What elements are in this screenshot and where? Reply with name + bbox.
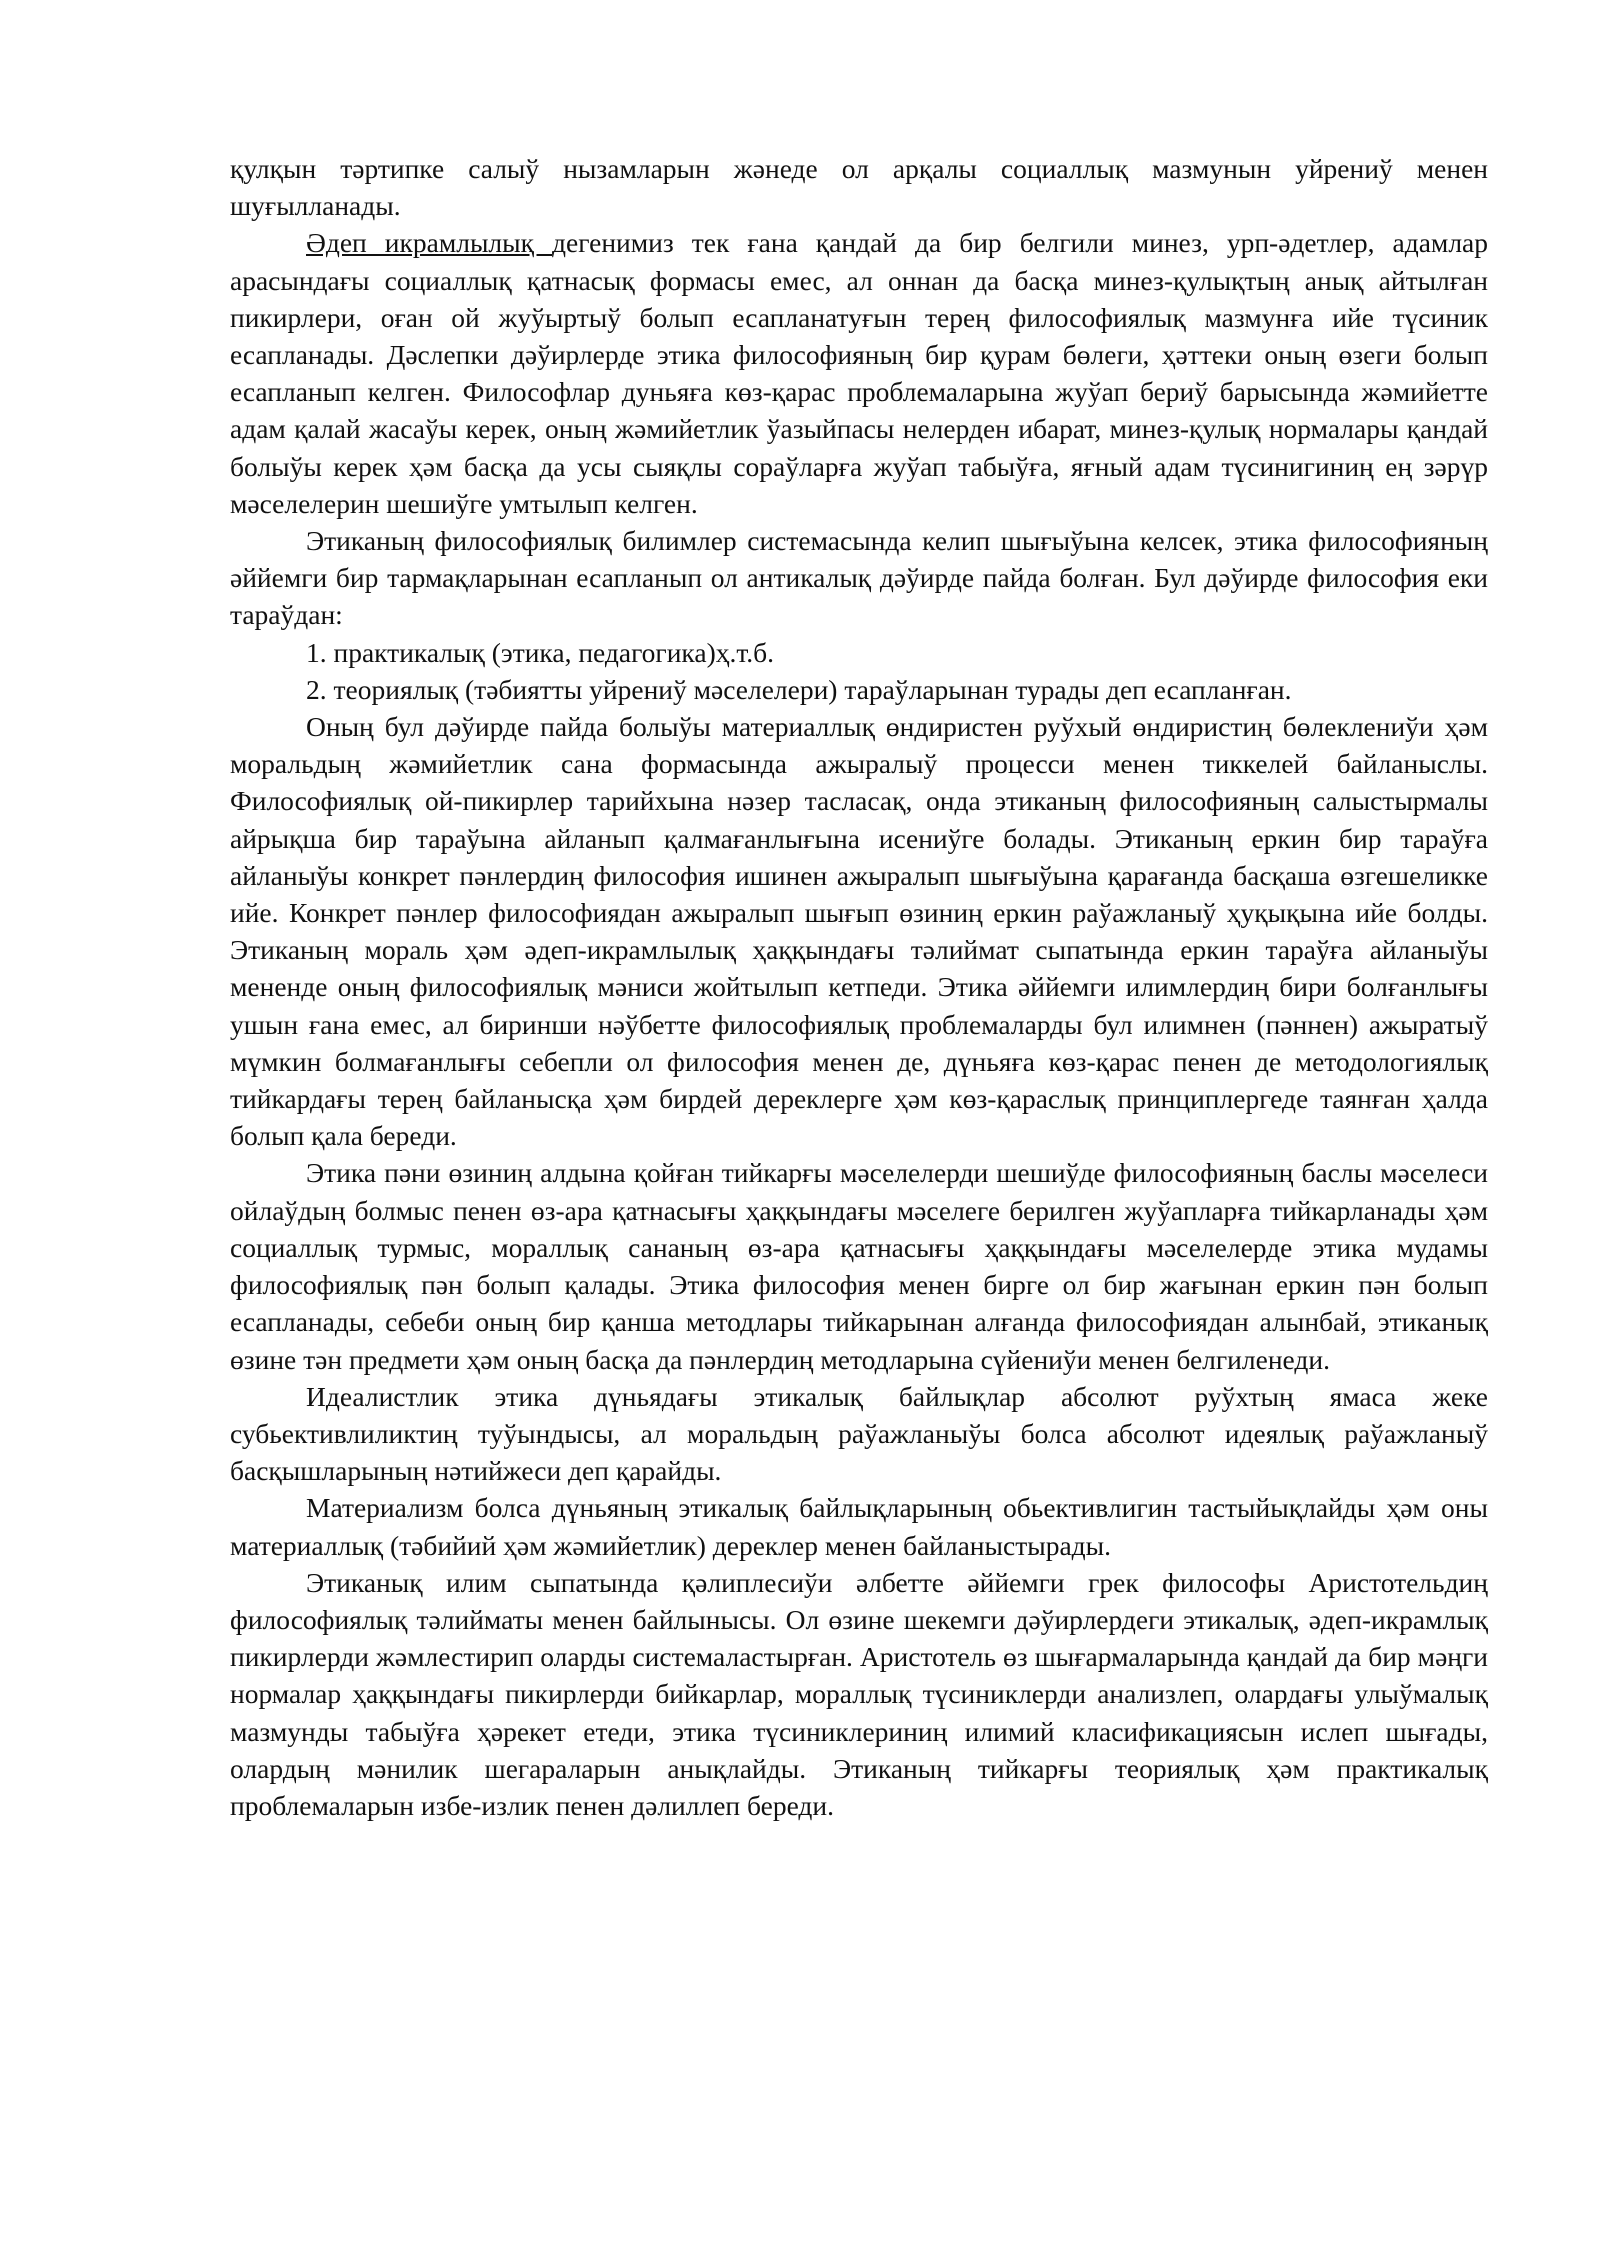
paragraph-7: Этиканық илим сыпатында қәлиплесиўи әлбетте әййемги грек философы Аристотельдиң философиялық тәлийматы менен байлыныcы. Ол өзине шекемги дәўирлердеги этикалық, әдеп-икрамлық пикирлерди жәмлестирип оларды системаластырған. Аристотель өз шығармаларында қандай да бир мәңги нормалар ҳаққындағы пикирлерди бийкарлар, мораллық түсиниклерди анализлеп, олардағы улыўмалық мазмунды табыўға ҳәрекет етеди, этика түсиниклериниң илимий класификациясын ислеп шығады, олардың мәнилик шегараларын анықлайды. Этиканың тийкарғы теориялық ҳәм практикалық проблемаларын избе-излик пенен дәлиллеп береди. <box>230 1566 1488 1821</box>
paragraph-3: Оның бул дәўирде пайда болыўы материаллық өндиристен руўхый өндиристиң бөлеклениўи ҳәм моральдың жәмийетлик сана формасында ажыралыў процесси менен тиккелей байланыслы. Философиялық ой-пикирлер тарийхына нәзер тасласақ, онда этиканың философияның салыстырмалы айрықша бир тараўына айланып қалмағанлығына исениўге болады. Этиканың еркин бир тараўға айланыўы конкрет пәнлердиң философия ишинен ажыралып шығыўына қарағанда басқаша өзгешеликке ийе. Конкрет пәнлер философиядан ажыралып шығып өзиниң еркин раўажланыў ҳуқықына ийе болды. Этиканың мораль ҳәм әдеп-икрамлылық ҳаққындағы тәлиймат сыпатында еркин тараўға айланыўы мененде оның философиялық мәниси жойтылып кетпеди. Этика әййемги илимлердиң бири болғанлығы ушын ғана емес, ал биринши нәўбетте философиялық проблемаларды бул илимнен (пәннен) ажыратыў мүмкин болмағанлығы себепли ол философия менен де, дүньяға көз-қарас пенен де методологиялық тийкардағы терең байланысқа ҳәм бирдей дереклерге ҳәм көз-қараслық принциплергеде таянған ҳалда болып қала береди. <box>230 711 1488 1152</box>
document-page <box>230 150 1488 1824</box>
list-item-2: 2. теориялық (тәбиятты уйрениў мәселелери) тараўларынан турады деп есапланған. <box>306 673 1292 705</box>
paragraph-0: қулқын тәртипке салыў нызамларын жәнеде ол арқалы социаллық мазмунын уйрениў менен шуғылланады. <box>230 153 1488 222</box>
paragraph-1 <box>230 224 1488 522</box>
list-item-1: 1. практикалық (этика, педагогика)ҳ.т.б. <box>306 636 775 668</box>
paragraph-2: Этиканың философиялық билимлер системасында келип шығыўына келсек, этика философияның әййемги бир тармақларынан есапланып ол антикалық дәўирде пайда болған. Бул дәўирде философия еки тараўдан: <box>230 525 1488 631</box>
paragraph-4: Этика пәни өзиниң алдына қойған тийкарғы мәселелерди шешиўде философияның баслы мәселеси ойлаўдың болмыс пенен өз-ара қатнасығы ҳаққындағы мәселеге берилген жуўапларға тийкарланады ҳәм социаллық турмыс, мораллық сананың өз-ара қатнасығы ҳаққындағы мәселелерде этика мудамы философиялық пән болып қалады. Этика философия менен бирге ол бир жағынан еркин пән болып есапланады, себеби оның бир қанша методлары тийкарынан алғанда философиядан алынбай, этиканық өзине тән предмети ҳәм оның басқа да пәнлердиң методларына сүйениўи менен белгиленеди. <box>230 1157 1488 1375</box>
paragraph-5: Идеалистлик этика дүньядағы этикалық байлықлар абсолют руўхтың ямаса жеке субьективлиликтиң туўындысы, ал моральдың раўажланыўы болса абсолют идеялық раўажланыў басқышларының нәтийжеси деп қарайды. <box>230 1380 1488 1487</box>
underlined-term: Әдеп икрамлылық <box>306 227 553 259</box>
paragraph-6: Материализм болса дүньяның этикалық байлықларының обьективлигин тастыйықлайды ҳәм оны материаллық (тәбийий ҳәм жәмийетлик) дереклер менен байланыстырады. <box>230 1492 1488 1561</box>
paragraph-1-text: дегенимиз тек ғана қандай да бир белгили минез, урп-әдетлер, адамлар арасындағы социаллық қатнасық формасы емес, ал оннан да басқа минез-қулықтың анық айтылған пикирлери, оған ой жуўыртыў болып есапланатуғын терең философиялық мазмунға ийе түсиник есапланады. Дәслепки дәўирлерде этика философияның бир қурам бөлеги, ҳәттеки оның өзеги болып есапланып келген. Философлар дуньяға көз-қарас проблемаларына жуўап бериў барысында жәмийетте адам қалай жасаўы керек, оның жәмийетлик ўазыйпасы нелерден ибарат, минез-қулық нормалары қандай болыўы керек ҳәм басқа да усы сыяқлы сораўларға жуўап табыўға, яғный адам түсинигиниң ең зәрүр мәселелерин шешиўге умтылып келген. <box>230 227 1488 519</box>
